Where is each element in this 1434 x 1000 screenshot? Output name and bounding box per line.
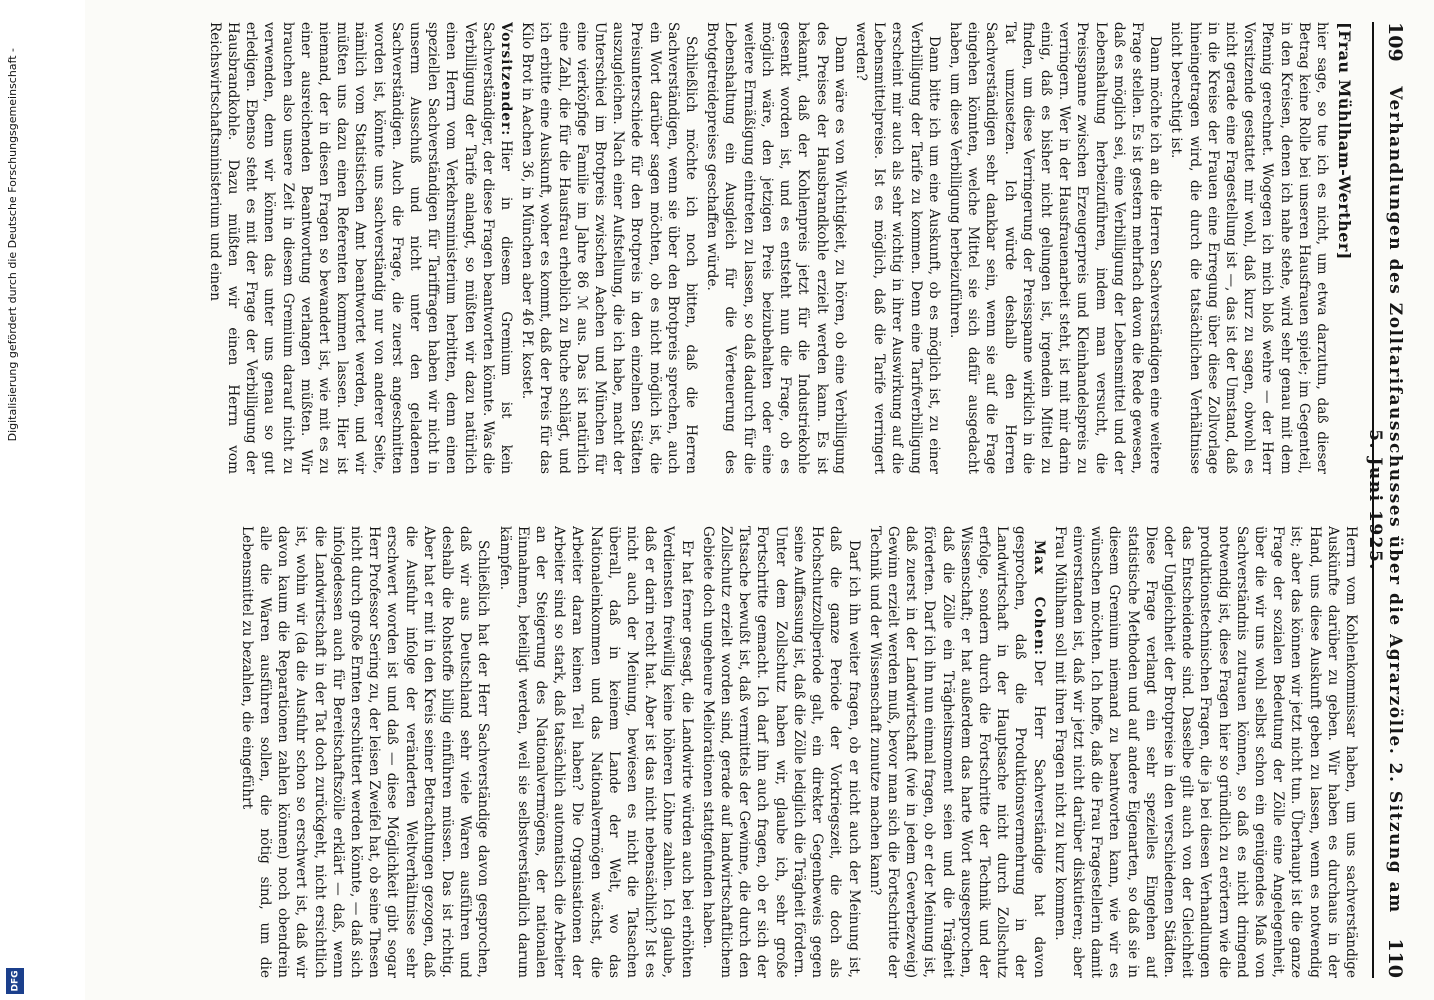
- paragraph: hier sage, so tue ich es nicht, um etwa darzutun, daß dieser Betrag keine Rolle bei unseren Hausfrauen spiele; im Gegenteil, in den Kreisen, denen ich nahe stehe, wird sehr genau mit dem Pfennig gerechnet. Wogegen ich mich bloß wehre — der Herr Vorsitzende gestattet mir wohl, daß kurz zu sagen, obwohl es nicht gerade eine Fragestellung ist —, das ist der Umstand, daß in die Kreise der Frauen eine Erregung über diese Zollvorlage hineingetragen wird, die durch die tatsächlichen Verhältnisse nicht berechtigt ist.: [1168, 22, 1330, 474]
- page-number-right: 110: [1384, 938, 1406, 978]
- dfg-logo-text: DFG: [10, 970, 21, 992]
- speaker-heading: Max Cohen:: [1030, 540, 1047, 656]
- paragraph: Herrn vom Kohlenkommissar haben, um uns sachverständige Auskünfte darüber zu geben. Wir haben es durchaus in der Hand, uns diese Auskunft geben zu lassen, wenn es notwendig ist; aber das können wir jetzt nicht tun. Überhaupt ist die ganze Frage der sozialen Bedeutung der Zölle eine Angelegenheit, über die wir uns wohl selbst schon ein genügendes Maß von Sachverständnis zutrauen können, so daß es nicht dringend notwendig ist, diese Fragen hier so gründlich zu erörtern wie die produktionstechnischen Fragen, die ja bei diesen Verhandlungen das Entscheidende sind. Dasselbe gilt auch von der Gleichheit oder Ungleichheit der Brotpreise in den verschiedenen Städten. Diese Frage verlangt ein sehr spezielles Eingehen auf statistische Methoden und auf andere Eigenarten, so daß sie in diesem Gremium niemand zu beantworten kann, wie wir es wünschen möchten. Ich hoffe, daß die Frau Fragestellerin damit einverstanden ist, daß wir jetzt nicht darüber diskutieren; aber Frau Mühlham soll mit ihren Fragen nicht zu kurz kommen.: [1051, 526, 1359, 978]
- paragraph: Er hat ferner gesagt, die Landwirte würden auch bei erhöhten Verdiensten freiwillig keine höheren Löhne zahlen. Ich glaube, daß er darin recht hat. Aber ist das nicht nebensächlich? Ist es nicht auch der Meinung, bewiesen es nicht die Tatsachen überall, daß in keinem Lande der Welt, wo das Nationaleinkommen und das Nationalvermögen wächst, die Arbeiter daran keinen Teil haben? Die Organisationen der Arbeiter sind so stark, daß tatsächlich automatisch die Arbeiter an der Steigerung des Nationalvermögens, der nationalen Einnahmen, beteiligt werden, weil sie selbstverständlich darum kämpfen.: [496, 526, 695, 978]
- paragraph: Schließlich möchte ich noch bitten, daß die Herren Sachverständigen, wenn sie über den Brotpreis sprechen, auch ein Wort darüber sagen möchten, ob es nicht möglich ist, die Preisunterschiede für den Brotpreis in den einzelnen Städten auszugleichen. Nach einer Aufstellung, die ich habe, macht der Unterschied im Brotpreis zwischen Aachen und München für eine vierköpfige Familie im Jahre 86 ℳ aus. Das ist natürlich eine Zahl, die für die Hausfrau erheblich zu Buche schlägt, und ich erbitte eine Auskunft, woher es kommt, daß der Preis für das Kilo Brot in Aachen 36, in München aber 46 Pf. kostet.: [519, 22, 700, 474]
- text-column-right: [100, 526, 1360, 978]
- text-column-left: [100, 22, 1360, 474]
- paragraph: Darf ich ihn weiter fragen, ob er nicht auch der Meinung ist, daß die ganze Periode der Vorkriegszeit, die doch als Hochschutzzollperiode galt, ein direkter Gegenbeweis gegen seine Auffassung ist, daß die Zölle lediglich die Trägheit fördern. Unter dem Zollschutz haben wir, glaube ich, sehr große Fortschritte gemacht. Ich darf ihn auch fragen, ob er sich der Tatsache bewußt ist, daß vermittels der Gewinne, die durch den Zollschutz erzielt worden sind, gerade auf landwirtschaftlichem Gebiete doch ungeheure Meliorationen stattgefunden haben.: [699, 526, 862, 978]
- page-number-left: 109: [1384, 22, 1406, 62]
- paragraph: Dann wäre es von Wichtigkeit, zu hören, ob eine Verbilligung des Preises der Hausbrandkohle erzielt werden kann. Es ist bekannt, daß der Kohlenpreis jetzt für die Industriekohle gesenkt worden ist, und es entsteht nun die Frage, ob es möglich wäre, den jetzigen Preis beizubehalten oder eine weitere Ermäßigung eintreten zu lassen, so daß dadurch für die Lebenshaltung ein Ausgleich für die Verteuerung des Brotgetreidepreises geschaffen würde.: [704, 22, 848, 474]
- paragraph: Schließlich hat der Herr Sachverständige davon gesprochen, daß wir aus Deutschland sehr viele Waren ausführen und deshalb die Rohstoffe billig einführen müssen. Das ist richtig. Aber hat er mit in den Kreis seiner Betrachtungen gezogen, daß die Ausfuhr infolge der veränderten Weltverhältnisse sehr erschwert worden ist und daß — diese Möglichkeit gibt sogar Herr Professor Sering zu, der leisen Zweifel hat, ob seine Thesen nicht durch große Ernten erschüttert werden könnte, — daß sich infolgedessen auch für Bereitschaftszölle erklärt — daß, wenn die Landwirtschaft in der Tat doch zurückgeht, nicht ersichtlich ist, wohin wir (da die Ausfuhr schon so erschwert ist, daß wir davon kaum die Reparationen zahlen können) noch obendrein alle die Waren ausführen sollen, die nötig sind, um die Lebensmittel zu bezahlen, die eingeführt: [238, 526, 492, 978]
- paragraph-text: Hier in diesem Gremium ist kein Sachverständiger, der diese Fragen beantworten könnte. Was die Verbilligung der Tarife anlangt, so müßten wir dazu natürlich einen Herrn vom Verkehrsministerium herbitten, denn einen speziellen Sachverständigen für Tariffragen haben wir nicht in unserm Ausschuß und nicht unter den geladenen Sachverständigen. Auch die Frage, die zuerst angeschnitten worden ist, könnte uns sachverständig nur von anderer Seite, nämlich vom Statistischen Amt beantwortet werden, und wir müßten uns dazu einen Referenten kommen lassen. Hier ist niemand, der in diesen Fragen so bewandert ist, wie mit es zu einer ausreichenden Beantwortung verlangen müßten. Wir brauchen also unsere Zeit in diesem Gremium darauf nicht zu verwenden, denn wir können das unter uns genau so gut erledigen. Ebenso steht es mit der Frage der Verbilligung der Hausbrandkohle. Dazu müßten wir einen Herrn vom Reichswirtschaftsministerium und einen: [206, 22, 515, 474]
- paragraph-text: Der Herr Sachverständige hat davon gesprochen, daß die Produktionsvermehrung in der Landwirtschaft in der Hauptsache nicht durch Zollschutz erfolge, sondern durch die Fortschritte der Technik und der Wissenschaft; er hat außerdem das harte Wort ausgesprochen, daß die Zölle ein Trägheitsmoment seien und die Trägheit förderten. Darf ich ihn nun einmal fragen, ob er der Meinung ist, daß zuerst in der Landwirtschaft (wie in jedem Gewerbezweig) Gewinn erzielt werden muß, bevor man sich die Fortschritte der Technik und der Wissenschaft zunutze machen kann?: [866, 526, 1047, 978]
- running-title: Verhandlungen des Zolltarifausschusses über die Agrarzölle. 2. Sitzung am 5. Juni 1925.: [1365, 86, 1405, 914]
- dfg-logo: [6, 968, 24, 994]
- paragraph-with-speaker: [206, 22, 515, 474]
- digitization-note: [6, 48, 24, 998]
- speaker-heading: [Frau Mühlham-Werther]: [1335, 22, 1354, 260]
- speaker-heading: Vorsitzender:: [498, 22, 515, 137]
- paragraph: Dann bitte ich um eine Auskunft, ob es möglich ist, zu einer Verbilligung der Tarife zu kommen. Denn eine Tarifverbilligung erscheint mir auch als sehr wichtig in ihrer Auswirkung auf die Lebensmittelpreise. Ist es möglich, daß die Tarife verringert werden?: [852, 22, 942, 474]
- scanned-page: [85, 0, 1434, 1000]
- paragraph: Dann möchte ich an die Herren Sachverständigen eine weitere Frage stellen. Es ist gestern mehrfach davon die Rede gewesen, daß es möglich sei, eine Verbilligung der Lebensmittel und der Lebenshaltung herbeizuführen, indem man versucht, die Preisspanne zwischen Erzeugerpreis und Kleinhandelspreis zu verringern. Wer in der Hausfrauenarbeit steht, ist mit mir darin einig, daß es bisher nicht gelungen ist, irgendein Mittel zu finden, um diese Verringerung der Preisspanne wirklich in die Tat umzusetzen. Ich würde deshalb den Herren Sachverständigen sehr dankbar sein, wenn sie auf die Frage eingehen könnten, welche Mittel sie sich dafür ausgedacht haben, um diese Verbilligung herbeizuführen.: [946, 22, 1164, 474]
- digitization-note-text: Digitalisierung gefördert durch die Deutsche Forschungsgemeinschaft -: [6, 48, 19, 442]
- paragraph-with-speaker: [866, 526, 1048, 978]
- page-header: [1365, 22, 1410, 978]
